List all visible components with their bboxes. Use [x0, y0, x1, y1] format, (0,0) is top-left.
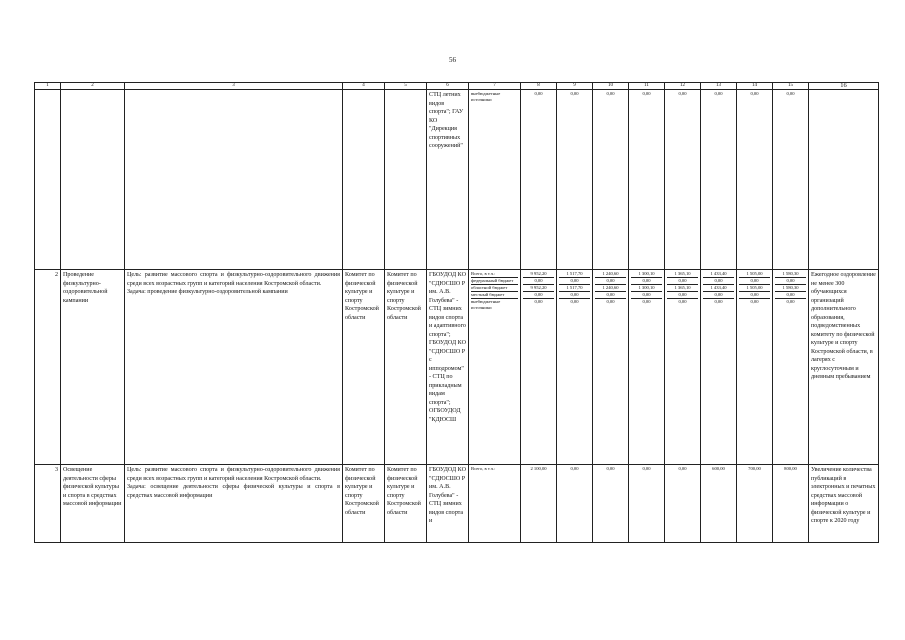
col-num-9: 9	[557, 83, 593, 90]
value-cell: 0,00	[570, 91, 579, 96]
value-cell: 0,00	[631, 292, 662, 299]
value-cell: 0,00	[595, 278, 626, 285]
col-num-6: 6	[427, 83, 469, 90]
value-cell: 0,00	[667, 278, 698, 285]
year-cell	[665, 270, 701, 465]
year-cell	[593, 270, 629, 465]
row-number: 3	[35, 465, 61, 543]
page-number: 56	[449, 56, 456, 64]
value-cell: 0,00	[750, 91, 759, 96]
value-cell: 1 433,40	[703, 271, 734, 278]
value-cell: 1 240,60	[595, 285, 626, 292]
value-cell: 0,00	[606, 91, 615, 96]
responsible-cell: Комитет по физической культуре и спорту Костромской области	[343, 270, 385, 465]
executor-cell: СТЦ летних видов спорта"; ГАУ КО "Дирекция спортивных сооружений"	[427, 90, 469, 270]
col-num-3: 3	[125, 83, 343, 90]
value-cell: 1 433,40	[703, 285, 734, 292]
value-cell: 0,00	[786, 91, 795, 96]
value-cell: 0,00	[606, 466, 615, 471]
value-cell: 700,00	[748, 466, 761, 471]
value-cell: 1 517,70	[559, 271, 590, 278]
col-num-10: 10	[593, 83, 629, 90]
col-num-5: 5	[385, 83, 427, 90]
table-row-3	[35, 465, 879, 543]
measure-name: Освещение деятельности сферы физической культуры и спорта в средствах массовой информации	[61, 465, 125, 543]
value-cell: 0,00	[523, 278, 554, 285]
value-cell: 0,00	[606, 299, 615, 304]
funding-source-cell	[469, 270, 521, 465]
value-cell: 0,00	[559, 292, 590, 299]
value-cell: 1 505,00	[739, 285, 770, 292]
value-cell: 0,00	[678, 466, 687, 471]
value-cell: 0,00	[534, 299, 543, 304]
value-cell: 1 505,00	[739, 271, 770, 278]
value-cell: 0,00	[570, 466, 579, 471]
funding-source-local: местный бюджет	[471, 292, 518, 299]
value-cell: 0,00	[631, 278, 662, 285]
value-cell: 0,00	[775, 278, 806, 285]
value-cell: 0,00	[678, 299, 687, 304]
funding-source-cell	[469, 90, 521, 270]
executor-cell: ГБОУДОД КО "СДЮСШО Р им. А.В. Голубева" - СТЦ зимних видов спорта и	[427, 465, 469, 543]
value-cell: 0,00	[714, 91, 723, 96]
value-cell: 0,00	[570, 299, 579, 304]
value-cell: 1 580,30	[775, 271, 806, 278]
value-cell: 0,00	[786, 299, 795, 304]
col-num-14: 14	[737, 83, 773, 90]
year-cell	[701, 270, 737, 465]
funding-source-total: Всего, в т.ч.:	[471, 466, 496, 471]
col-num-13: 13	[701, 83, 737, 90]
value-cell: 2 100,00	[530, 466, 547, 471]
col-num-7: 7	[469, 83, 521, 90]
col-num-16: 16	[809, 83, 879, 90]
value-cell: 1 365,10	[667, 285, 698, 292]
coexecutor-cell: Комитет по физической культуре и спорту Костромской области	[385, 270, 427, 465]
funding-source-regional: областной бюджет	[471, 285, 518, 292]
value-cell: 9 952,20	[523, 271, 554, 278]
expected-result-cell: Увеличение количества публикаций в электронных и печатных средствах массовой информации о физической культуре и спорте к 2020 году	[809, 465, 879, 543]
year-cell	[521, 270, 557, 465]
value-cell: 1 300,10	[631, 285, 662, 292]
value-cell: 0,00	[703, 278, 734, 285]
col-num-8: 8	[521, 83, 557, 90]
value-cell: 0,00	[642, 466, 651, 471]
program-table	[34, 82, 879, 543]
value-cell: 0,00	[703, 292, 734, 299]
coexecutor-cell: Комитет по физической культуре и спорту Костромской области	[385, 465, 427, 543]
goal-task-cell	[125, 270, 343, 465]
task-text: Задача: проведение физкультурно-оздоровительной кампании	[127, 289, 288, 295]
col-num-1: 1	[35, 83, 61, 90]
funding-source: внебюджетные источники	[471, 91, 501, 102]
col-num-12: 12	[665, 83, 701, 90]
value-cell: 0,00	[595, 292, 626, 299]
col-num-11: 11	[629, 83, 665, 90]
value-cell: 0,00	[523, 292, 554, 299]
col-num-2: 2	[61, 83, 125, 90]
responsible-cell: Комитет по физической культуре и спорту Костромской области	[343, 465, 385, 543]
executor-cell: ГБОУДОД КО "СДЮСШО Р им. А.В. Голубева" - СТЦ зимних видов спорта и адаптивного спорта"; ГБОУДОД КО "СДЮСШО Р с ипподромом" - СТЦ по прикладным видам спорта"; ОГБОУДОД "КДЮСШ	[427, 270, 469, 465]
funding-source-cell	[469, 465, 521, 543]
year-cell	[773, 270, 809, 465]
value-cell: 0,00	[750, 299, 759, 304]
row-number: 2	[35, 270, 61, 465]
value-cell: 0,00	[775, 292, 806, 299]
value-cell: 0,00	[534, 91, 543, 96]
task-text: Задача: освещение деятельности сферы физической культуры и спорта в средствах массовой информации	[127, 484, 340, 499]
value-cell: 9 952,20	[523, 285, 554, 292]
col-num-15: 15	[773, 83, 809, 90]
value-cell: 600,00	[712, 466, 725, 471]
value-cell: 1 580,30	[775, 285, 806, 292]
year-cell	[737, 270, 773, 465]
year-cell	[629, 270, 665, 465]
value-cell: 1 517,70	[559, 285, 590, 292]
column-number-row	[35, 83, 879, 90]
measure-name: Проведение физкультурно-оздоровительной кампании	[61, 270, 125, 465]
table-row-continued	[35, 90, 879, 270]
value-cell: 0,00	[739, 292, 770, 299]
goal-task-cell	[125, 465, 343, 543]
value-cell: 0,00	[714, 299, 723, 304]
value-cell: 0,00	[667, 292, 698, 299]
funding-source-federal: федеральный бюджет	[471, 278, 518, 285]
value-cell: 0,00	[559, 278, 590, 285]
goal-text: Цель: развитие массового спорта и физкультурно-оздоровительного движения среди всех возрастных групп и категорий населения Костромской области.	[127, 467, 340, 482]
year-cell	[557, 270, 593, 465]
value-cell: 0,00	[642, 299, 651, 304]
value-cell: 1 240,60	[595, 271, 626, 278]
value-cell: 1 300,10	[631, 271, 662, 278]
col-num-4: 4	[343, 83, 385, 90]
value-cell: 1 365,10	[667, 271, 698, 278]
funding-source-total: Всего, в т.ч.:	[471, 271, 518, 278]
goal-text: Цель: развитие массового спорта и физкультурно-оздоровительного движения среди всех возрастных групп и категорий населения Костромской области.	[127, 272, 340, 287]
table-row-2	[35, 270, 879, 465]
value-cell: 0,00	[678, 91, 687, 96]
value-cell: 0,00	[739, 278, 770, 285]
expected-result-cell: Ежегодное оздоровление не менее 300 обучающихся организаций дополнительного образования, подведомственных комитету по физической культуре и спорту Костромской области, в лагерях с круглосуточным и дневным пребыванием	[809, 270, 879, 465]
value-cell: 0,00	[642, 91, 651, 96]
funding-source-offbudget: внебюджетные источники	[471, 299, 501, 310]
value-cell: 800,00	[784, 466, 797, 471]
